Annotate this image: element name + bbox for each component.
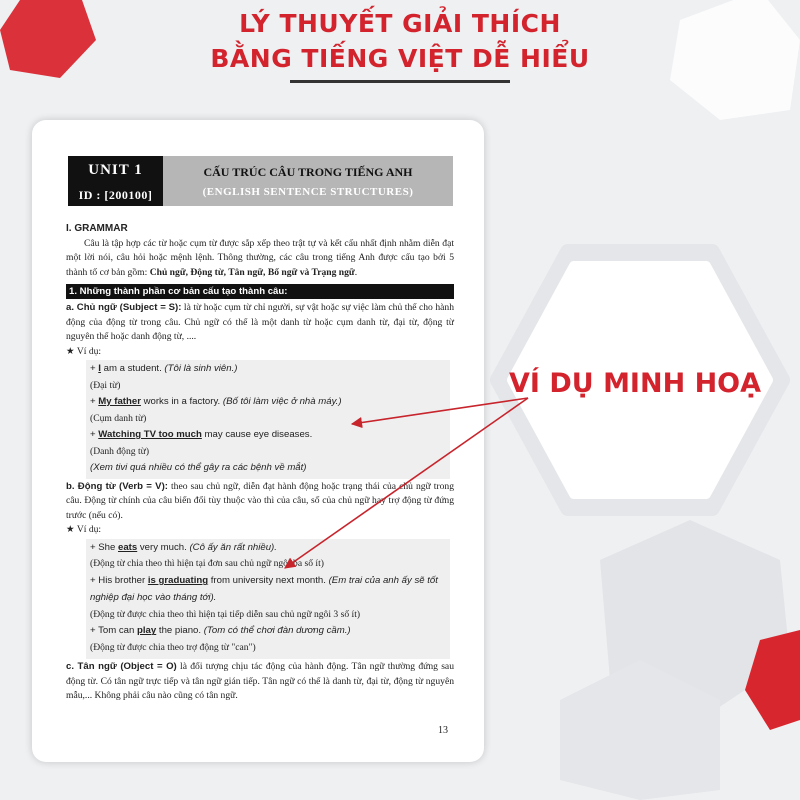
example-translation: (Xem tivi quá nhiều có thể gây ra các bệnh về mắt) xyxy=(90,462,307,473)
subject-paragraph: a. Chủ ngữ (Subject = S): là từ hoặc cụm từ chỉ người, sự vật hoặc sự việc làm chủ thể cho hành động của động từ trong câu. Chủ ngữ có thể là một danh từ hoặc cụm danh từ, đại từ, động từ nguyên thể hoặc danh động từ, .... xyxy=(66,302,455,342)
verb-example-label: ★ Ví dụ: xyxy=(66,524,102,535)
example-note: (Danh động từ) xyxy=(90,445,150,457)
example-line: + His brother is graduating from university next month. (Em trai của anh ấy sẽ tốt nghiệp đại học vào tháng tới). xyxy=(90,575,438,603)
example-line: + I am a student. (Tôi là sinh viên.) xyxy=(90,363,238,374)
example-line: + Tom can play the piano. (Tom có thể chơi đàn dương cầm.) xyxy=(90,625,351,637)
unit-id: ID : [200100] xyxy=(78,188,153,202)
example-note: (Cụm danh từ) xyxy=(90,412,147,424)
example-line: + She eats very much. (Cô ấy ăn rất nhiều). xyxy=(90,541,277,553)
unit-title-en: (ENGLISH SENTENCE STRUCTURES) xyxy=(202,186,414,198)
callout-label: VÍ DỤ MINH HOẠ xyxy=(508,368,762,399)
example-note: (Đại từ) xyxy=(90,379,121,391)
section-heading: I. GRAMMAR xyxy=(66,223,128,234)
verb-paragraph: b. Động từ (Verb = V): theo sau chủ ngữ, diễn đạt hành động hoặc trạng thái của chủ ngữ trong câu. Động từ chính của câu biến đổi tùy thuộc vào thì của câu, số của chủ ngữ hay trợ động từ đứng trước (nếu có). xyxy=(66,480,455,521)
headline-line-1: LÝ THUYẾT GIẢI THÍCH xyxy=(239,9,561,38)
headline-line-2: BẰNG TIẾNG VIỆT DỄ HIỂU xyxy=(210,44,590,73)
example-note: (Động từ chia theo thì hiện tại đơn sau chủ ngữ ngôi ba số ít) xyxy=(90,558,324,570)
object-paragraph: c. Tân ngữ (Object = O) là đối tượng chịu tác động của hành động. Tân ngữ thường đứng sau động từ. Có tân ngữ trực tiếp và tân ngữ gián tiếp. Tân ngữ có thể là danh từ, đại từ, động từ nguyên mẫu,... Không phải câu nào cũng có tân ngữ. xyxy=(66,661,454,702)
arrow-to-example-2 xyxy=(285,398,528,568)
example-line: + Watching TV too much may cause eye diseases. xyxy=(90,429,313,440)
arrow-to-example-1 xyxy=(352,398,528,424)
subject-example-label: ★ Ví dụ: xyxy=(66,345,102,357)
page-number: 13 xyxy=(438,725,448,736)
example-note: (Động từ được chia theo thì hiện tại tiếp diễn sau chủ ngữ ngôi 3 số ít) xyxy=(90,608,361,620)
intro-paragraph: Câu là tập hợp các từ hoặc cụm từ được sắp xếp theo trật tự và kết cấu nhất định nhằm diễn đạt một lời nói, câu hỏi hoặc mệnh lệnh. Thông thường, các câu trong tiếng Anh được cấu tạo bởi 5 thành tố cơ bản gồm: Chủ ngữ, Động từ, Tân ngữ, Bổ ngữ và Trạng ngữ. xyxy=(66,237,454,278)
example-line: + My father works in a factory. (Bố tôi làm việc ở nhà máy.) xyxy=(90,396,342,407)
unit-number: UNIT 1 xyxy=(88,162,143,178)
sub-heading-bar: 1. Những thành phần cơ bản cấu tạo thành câu: xyxy=(66,284,454,299)
unit-title-vi: CẤU TRÚC CÂU TRONG TIẾNG ANH xyxy=(203,165,413,179)
example-note: (Động từ được chia theo trợ động từ "can") xyxy=(90,642,256,654)
